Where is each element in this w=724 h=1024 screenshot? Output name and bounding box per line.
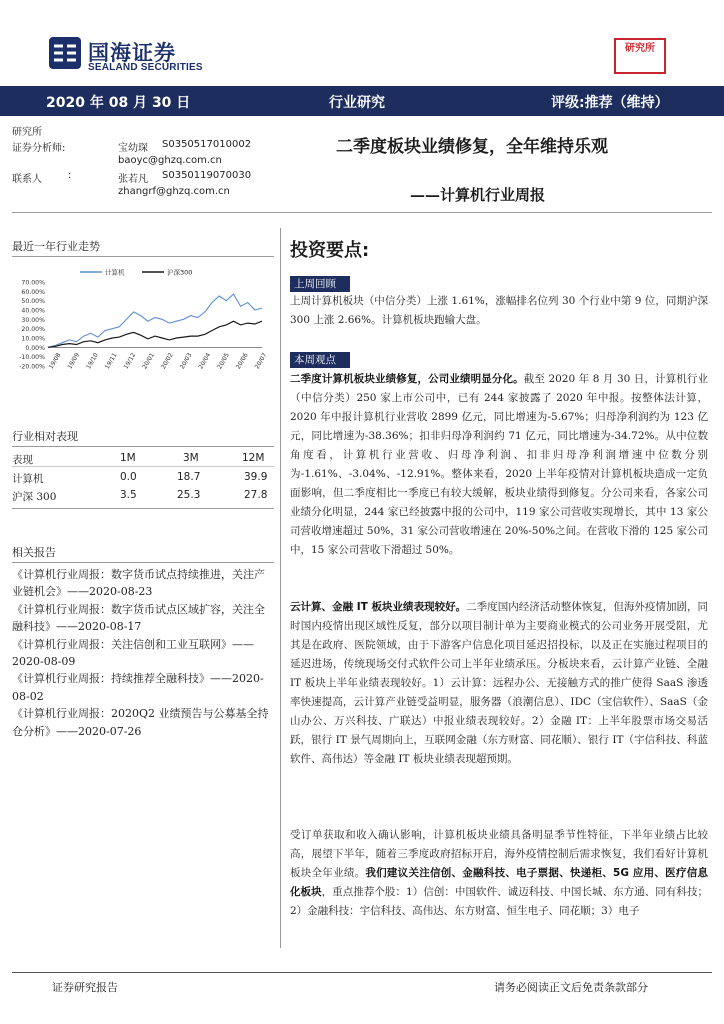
perf-row-name: 计算机 [12, 473, 44, 485]
x-tick-label: 20/05 [216, 351, 231, 371]
company-name-en: SEALAND SECURITIES [88, 62, 203, 73]
footer-left: 证券研究报告 [52, 981, 118, 994]
seal-text: 研究所 [625, 43, 655, 54]
contact-email[interactable]: zhangrf@ghzq.com.cn [118, 186, 230, 197]
x-tick-label: 19/09 [66, 351, 82, 371]
perf-title: 行业相对表现 [12, 430, 78, 443]
analyst-name: 宝幼琛 [118, 143, 148, 154]
perf-divider-bottom [12, 508, 274, 509]
x-tick-label: 19/08 [47, 351, 63, 371]
analyst-email[interactable]: baoyc@ghzq.com.cn [118, 155, 222, 166]
review-paragraph: 上周计算机板块（中信分类）上涨 1.61%，涨幅排名位列 30 个行业中第 9 位，同期沪深 300 上涨 2.66%。计算机板块跑输大盘。 [290, 295, 708, 326]
perf-row-value: 0.0 [120, 471, 137, 483]
legend-label: 计算机 [105, 268, 125, 277]
contact-colon: : [68, 170, 72, 181]
section-label-review: 上周回顾 [290, 276, 350, 292]
section-label-view: 本周观点 [290, 352, 350, 368]
dept-label: 研究所 [12, 127, 42, 138]
p3-body: 受订单获取和收入确认影响，计算机板块业绩具备明显季节性特征，下半年业绩占比较高，展望下半年，随着三季度政府招标开启，海外疫情控制后需求恢复，我们看好计算机板块全年业绩。 [290, 829, 708, 879]
perf-row-value: 25.3 [177, 489, 201, 501]
column-divider [280, 228, 281, 948]
y-tick-label: 20.00% [21, 326, 45, 334]
perf-header-label: 表现 [12, 454, 33, 466]
report-date: 2020 年 08 月 30 日 [46, 95, 191, 111]
contact-name: 张若凡 [118, 174, 148, 185]
perf-header-12m: 12M [242, 452, 265, 464]
p1-lead: 二季度计算机板块业绩修复，公司业绩明显分化。 [290, 373, 524, 385]
perf-header-1m: 1M [120, 452, 136, 464]
footer-divider [12, 972, 712, 973]
view-paragraph-2 [290, 598, 708, 769]
y-tick-label: -20.00% [19, 363, 45, 371]
related-title: 相关报告 [12, 546, 56, 559]
trend-title: 最近一年行业走势 [12, 240, 100, 253]
perf-row-value: 18.7 [177, 471, 201, 483]
x-tick-label: 20/02 [160, 351, 175, 371]
perf-row-name: 沪深 300 [12, 491, 57, 503]
p1-body: 截至 2020 年 8 月 30 日，计算机行业（中信分类）250 家上市公司中，已有 244 家披露了 2020 年中报。按整体法计算，2020 年中报计算机行业营收 2899 亿元，同比增速为-5.67%；归母净利润约为 123 亿元，同比增速为-38.36%；扣非归母净利润约 71 亿元，同比增速为-34.72%。从中位数角度看，计算机行业营收、归母净利润、扣非归母净利润增速中位数分别为-1.61%、-3.04%、-12.91%。整体来看，2020 上半年疫情对计算机板块造成一定负面影响，但二季度相比一季度已有较大缓解，板块业绩得到修复。分公司来看，各家公司业绩分化明显，244 家已经披露中报的公司中，119 家公司营收实现增长，其中 13 家公司营收增速超过 50%，31 家公司营收增速在 20%-50%之间。在营收下滑的 125 家公司中，15 家公司营收下滑超过 50%。 [290, 373, 709, 556]
perf-row-value: 27.8 [244, 489, 268, 501]
report-subtitle: ——计算机行业周报 [410, 186, 546, 204]
sealand-logo-icon [48, 36, 82, 70]
p3-tail: ，重点推荐个股：1）信创：中国软件、诚迈科技、中国长城、东方通、同有科技；2）金融科技：宇信科技、高伟达、东方财富、恒生电子、同花顺；3）电子 [290, 886, 708, 917]
perf-row-value: 3.5 [120, 489, 137, 501]
series-line-hs300 [48, 321, 262, 347]
contact-id: S0350119070030 [162, 170, 252, 181]
x-tick-label: 20/06 [234, 351, 250, 371]
p3-emphasis: 我们建议关注信创、金融科技、电子票据、快递柜、5G 应用、医疗信息化板块 [290, 867, 708, 898]
series-line-computer [48, 294, 262, 347]
perf-header-divider [12, 466, 274, 467]
legend-label: 沪深300 [167, 268, 193, 277]
x-tick-label: 19/10 [85, 351, 100, 371]
x-tick-label: 19/11 [103, 351, 119, 371]
y-tick-label: 10.00% [21, 335, 45, 343]
industry-trend-chart [12, 258, 272, 388]
p2-body: 二季度国内经济活动整体恢复，但海外疫情加剧，同时国内疫情出现区域性反复，部分以项目制计单为主要商业模式的公司业务开展受阻，尤其是在政府、医院领域，由于下游客户信息化项目延迟招投标，以及正在实施过程项目的延迟进场，传统现场交付式软件公司上半年业绩承压。分板块来看，云计算产业链、全融 IT 板块上半年业绩表现较好。1）云计算：远程办公、无接触方式的推广使得 SaaS 渗透率快速提高，云计算产业链受益明显，服务器（浪潮信息）、IDC（宝信软件）、SaaS（金山办公、万兴科技、广联达）中报业绩表现较好。2）金融 IT：上半年股票市场交易活跃，银行 IT 景气周期向上，互联网金融（东方财富、同花顺）、银行 IT（宇信科技、科蓝软件、高伟达）等金融 IT 板块业绩表现超预期。 [290, 601, 708, 765]
main-heading: 投资要点: [290, 240, 370, 261]
y-tick-label: 30.00% [21, 316, 45, 324]
analyst-id: S0350517010002 [162, 139, 252, 150]
view-paragraph-3 [290, 826, 708, 921]
perf-divider-top [12, 446, 274, 447]
x-tick-label: 20/01 [141, 351, 157, 371]
analyst-label: 证券分析师: [12, 143, 66, 154]
company-name-cn: 国海证券 [88, 41, 176, 65]
header-divider [12, 212, 712, 213]
contact-label: 联系人 [12, 174, 42, 185]
perf-header-3m: 3M [183, 452, 199, 464]
view-paragraph-1 [290, 370, 708, 560]
research-seal [614, 38, 666, 74]
report-title: 二季度板块业绩修复，全年维持乐观 [336, 137, 608, 157]
report-type: 行业研究 [329, 95, 385, 111]
footer-right: 请务必阅读正文后免责条款部分 [494, 981, 648, 994]
related-reports-list[interactable]: 《计算机行业周报：数字货币试点持续推进，关注产业链机会》——2020-08-23 《计算机行业周报：数字货币试点区域扩容，关注全融科技》——2020-08-17 《计算机行业周报：关注信创和工业互联网》——2020-08-09 《计算机行业周报：持续推荐全融科技》——2020-08-02 《计算机行业周报：2020Q2 业绩预告与公募基全持仓分析》——2020-07-26 [12, 568, 269, 738]
y-tick-label: 0.00% [25, 344, 45, 352]
rating: 评级:推荐（维持） [551, 95, 669, 111]
company-logo [48, 36, 208, 76]
x-tick-label: 20/03 [178, 351, 194, 371]
related-divider [12, 562, 274, 563]
y-tick-label: 60.00% [21, 288, 45, 296]
header-band [0, 86, 724, 116]
y-tick-label: 70.00% [21, 279, 45, 287]
y-tick-label: -10.00% [19, 354, 45, 362]
x-tick-label: 20/04 [197, 351, 213, 371]
x-tick-label: 20/07 [253, 351, 269, 371]
y-tick-label: 40.00% [21, 307, 45, 315]
perf-row-value: 39.9 [244, 471, 268, 483]
trend-divider [12, 256, 274, 257]
x-tick-label: 19/12 [122, 351, 138, 371]
y-tick-label: 50.00% [21, 298, 45, 306]
p2-lead: 云计算、金融 IT 板块业绩表现较好。 [290, 601, 467, 613]
